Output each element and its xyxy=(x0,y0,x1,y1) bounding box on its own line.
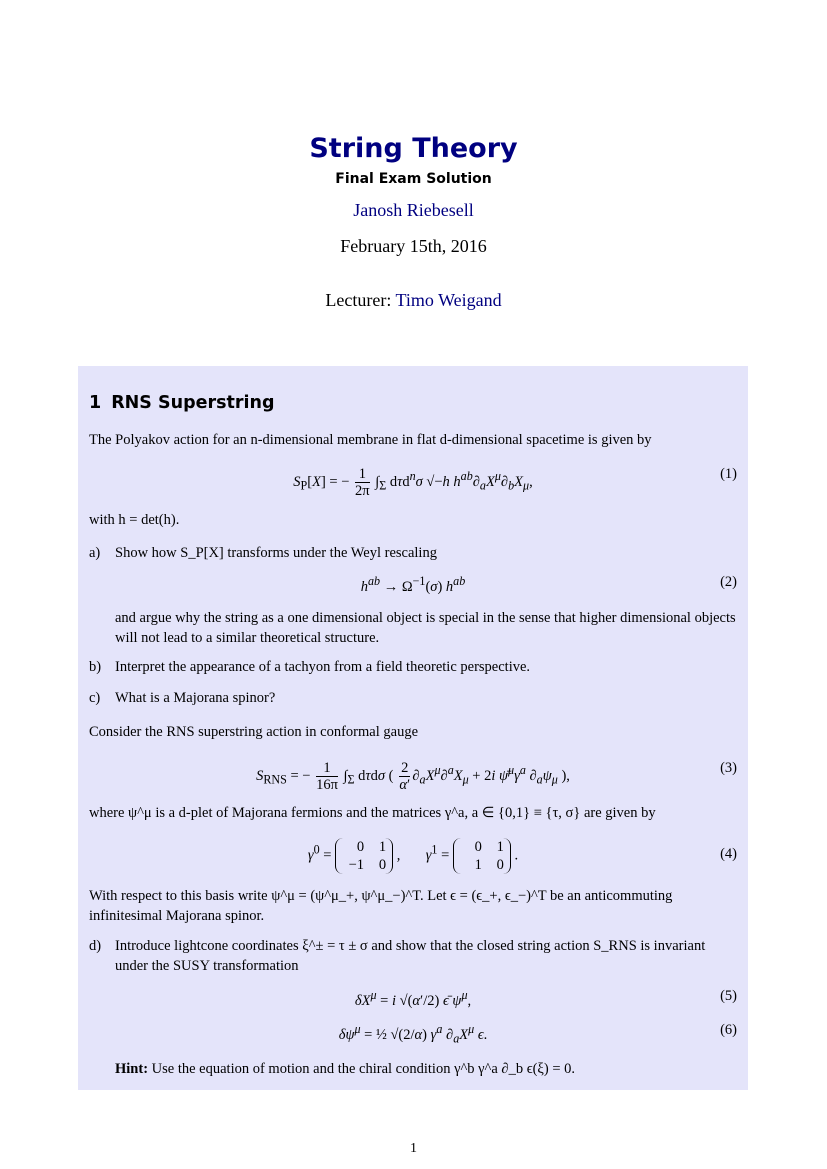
equation-2 xyxy=(89,574,737,598)
equation-1-number: (1) xyxy=(720,466,737,482)
item-d-label: d) xyxy=(89,938,102,954)
gamma0-matrix: 0 1 −1 0 xyxy=(335,838,393,874)
author-name[interactable]: Janosh Riebesell xyxy=(353,200,474,220)
document-date: February 15th, 2016 xyxy=(340,236,487,256)
item-b-label: b) xyxy=(89,659,102,675)
intro-paragraph: The Polyakov action for an n-dimensional membrane in flat d-dimensional spacetime is given by xyxy=(89,432,652,448)
equation-5 xyxy=(89,988,737,1012)
equation-2-body: $h^{ab} \to \Omega^{-1}(\sigma)$ $h^{ab}$ xyxy=(360,574,466,595)
equation-6-number: (6) xyxy=(720,1022,737,1038)
gamma1-matrix: 0 1 1 0 xyxy=(453,838,511,874)
consider-line: Consider the RNS superstring action in conformal gauge xyxy=(89,724,419,740)
equation-1 xyxy=(89,466,737,499)
item-a-text: Show how S_P[X] transforms under the Weyl rescaling xyxy=(115,545,437,561)
equation-5-body: $\delta X^\mu = i$ √(α′/2) ϵ̄ $\psi^\mu$, xyxy=(354,988,472,1009)
item-c-text: What is a Majorana spinor? xyxy=(115,690,276,706)
lecturer-label: Lecturer: xyxy=(325,290,392,310)
title-block xyxy=(0,130,827,311)
section-title: RNS Superstring xyxy=(111,393,275,413)
lecturer-line xyxy=(0,290,827,311)
equation-2-number: (2) xyxy=(720,574,737,590)
equation-4 xyxy=(89,838,737,873)
section-heading xyxy=(89,393,275,413)
equation-1-body: $S_P[X]$ = − $\frac{1}{2\pi}$ $\int_\Sigma$ dτd$^n$σ √−h $h^{ab}\partial_aX^\mu\partial_bX_\mu$, xyxy=(293,466,533,499)
page-number: 1 xyxy=(410,1141,417,1156)
equation-3-number: (3) xyxy=(720,760,737,776)
equation-6-body: $\delta\psi^\mu$ = ½ √(2/α) $\gamma^a$ $\partial_aX^\mu$ ϵ. xyxy=(338,1022,488,1046)
item-d-text: Introduce lightcone coordinates ξ^± = τ ± σ and show that the closed string action S_RNS is invariant under the SUSY transformation xyxy=(115,938,706,974)
lecturer-name[interactable]: Timo Weigand xyxy=(395,290,502,310)
document-subtitle: Final Exam Solution xyxy=(335,171,492,187)
equation-3 xyxy=(89,760,737,793)
equation-5-number: (5) xyxy=(720,988,737,1004)
document-title: String Theory xyxy=(309,133,518,164)
equation-3-body: $S_{RNS}$ = − $\frac{1}{16\pi}$ $\int_\Sigma$ dτdσ ( $\frac{2}{\alpha'}$ $\partial_aX^\mu\partial^aX_\mu + 2i$ $\psī^\mu\gamma^a$ $\partial_a\psi_\mu$ ), xyxy=(256,760,570,793)
basis-paragraph: With respect to this basis write ψ^μ = (ψ^μ_+, ψ^μ_−)^T. Let ϵ = (ϵ_+, ϵ_−)^T be an anticommuting infinitesimal Majorana spinor. xyxy=(89,888,673,924)
section-number: 1 xyxy=(89,393,102,413)
item-b-text: Interpret the appearance of a tachyon from a field theoretic perspective. xyxy=(115,659,531,675)
item-a-cont-text: and argue why the string as a one dimensional object is special in the sense that higher dimensional objects will not lead to a similar theoretical structure. xyxy=(115,610,736,646)
equation-4-number: (4) xyxy=(720,846,737,862)
hint-line xyxy=(115,1061,575,1078)
item-c-label: c) xyxy=(89,690,101,706)
with-h-line: with h = det(h). xyxy=(89,512,180,528)
equation-4-body: $\gamma^0$ = 0 1 −1 0 , $\gamma^1$ = 0 1 1 0 . xyxy=(307,839,519,873)
hint-label: Hint: xyxy=(115,1061,149,1077)
where-line: where ψ^μ is a d-plet of Majorana fermions and the matrices γ^a, a ∈ {0,1} ≡ {τ, σ} are given by xyxy=(89,805,656,821)
hint-text: Use the equation of motion and the chiral condition γ^b γ^a ∂_b ϵ(ξ) = 0. xyxy=(151,1061,576,1077)
item-a-label: a) xyxy=(89,545,101,561)
equation-6 xyxy=(89,1022,737,1046)
